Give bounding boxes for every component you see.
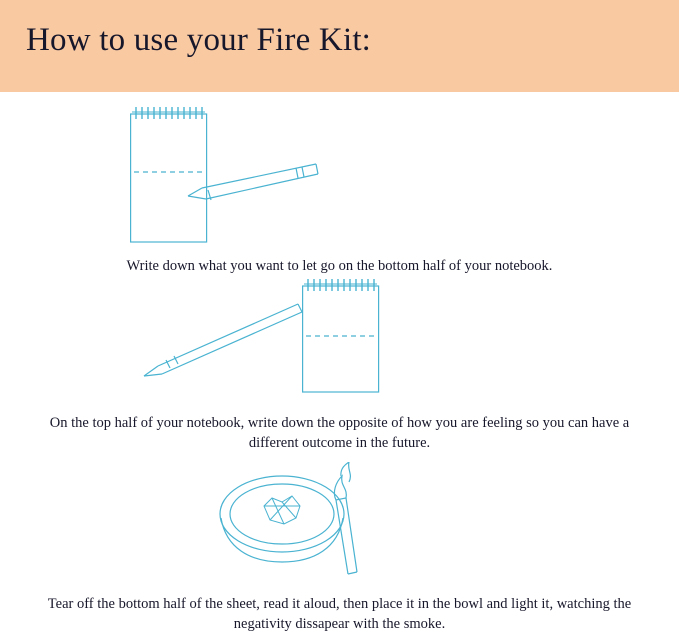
step-3-illustration: [0, 462, 679, 577]
notebook-with-pencil-top-half-icon: [0, 276, 679, 398]
step-3-caption: Tear off the bottom half of the sheet, read it aloud, then place it in the bowl and light it, watching the negativity dissapear with the smoke.: [47, 596, 632, 632]
header-band: [0, 0, 679, 92]
step-2-caption: On the top half of your notebook, write down the opposite of how you are feeling so you can have a different outcome in the future.: [49, 415, 630, 451]
step-1-caption: Write down what you want to let go on the bottom half of your notebook.: [126, 258, 553, 274]
notebook-with-pencil-bottom-half-icon: [0, 104, 679, 252]
page-title: How to use your Fire Kit:: [26, 22, 372, 58]
bowl-with-burning-paper-and-match-icon: [0, 462, 679, 577]
step-1-illustration: [0, 104, 679, 254]
step-2-illustration: [0, 276, 679, 401]
